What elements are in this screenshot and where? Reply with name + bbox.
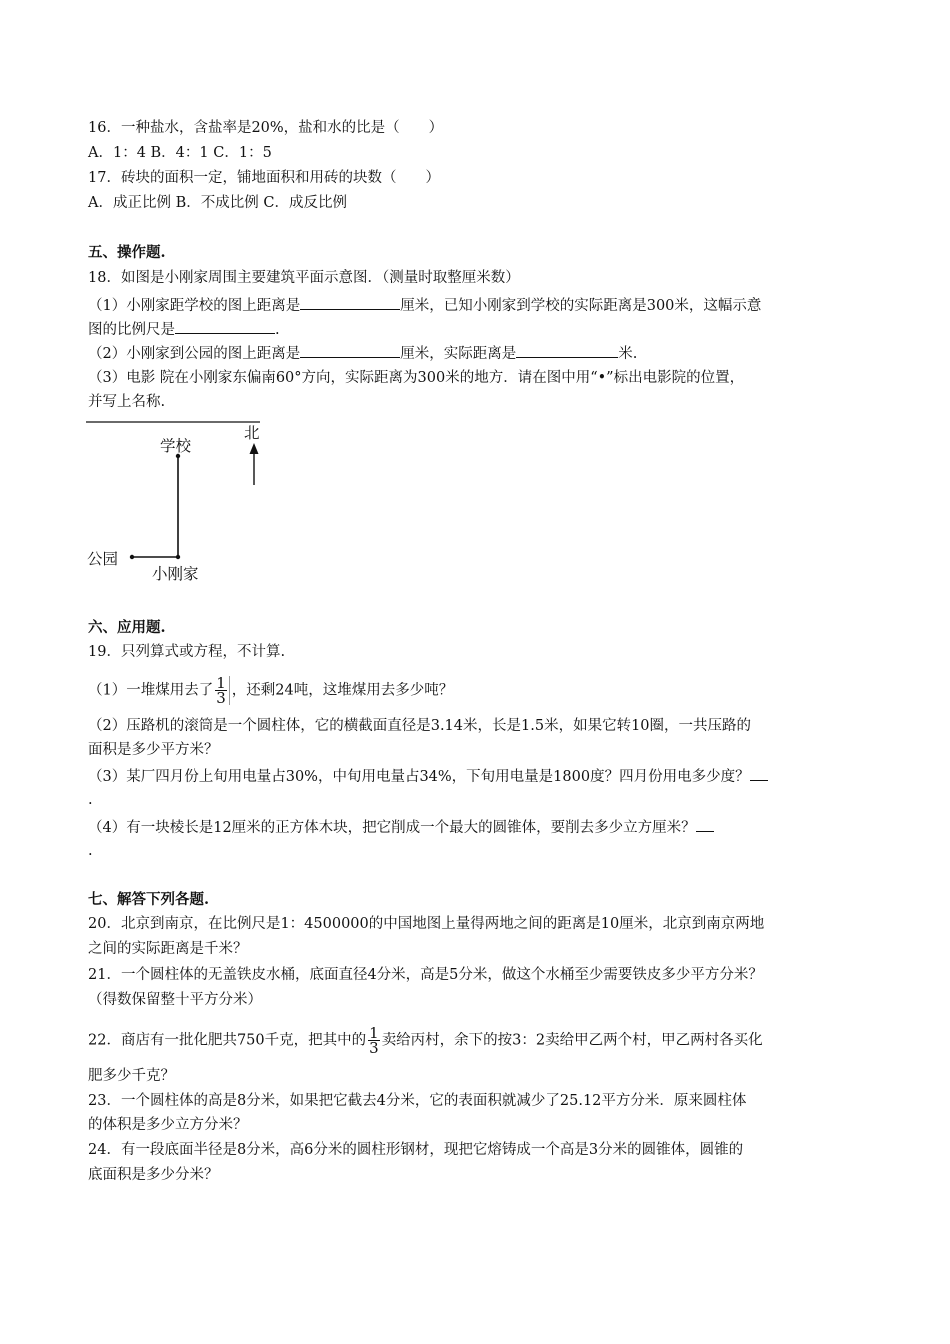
fraction-denominator: 3 [216,689,226,707]
q19-part2-line1: （2）压路机的滚筒是一个圆柱体，它的横截面直径是3.14米，长是1.5米，如果它转10圈，一共压路的 [88,718,752,734]
q18-stem: 18．如图是小刚家周围主要建筑平面示意图．（测量时取整厘米数） [88,270,520,286]
answer-blank[interactable] [750,766,768,781]
q18-p2-text-c: 米. [618,346,638,362]
q18-p2-text-a: （2）小刚家到公园的图上距离是 [88,346,301,362]
q19-p1-text-a: （1）一堆煤用去了 [88,682,214,699]
q19-part1 [88,676,453,705]
q22-line2: 肥多少千克？ [88,1068,175,1084]
q22-text-b: 卖给丙村，余下的按3：2卖给甲乙两个村，甲乙两村各买化 [381,1032,763,1049]
q20-line2: 之间的实际距离是千米？ [88,941,248,957]
q19-p4-text: （4）有一块棱长是12厘米的正方体木块，把它削成一个最大的圆锥体，要削去多少立方厘米？ [88,820,696,836]
q18-part1-line2 [88,319,280,340]
q19-part3-line2: . [88,792,93,808]
answer-blank[interactable] [696,817,714,832]
q17-options: A．成正比例 B．不成比例 C．成反比例 [88,195,347,211]
fraction-one-third [368,1026,380,1055]
section-6-title: 六、应用题. [88,619,166,636]
q23-line2: 的体积是多少立方分米？ [88,1117,248,1133]
q16-stem: 16．一种盐水，含盐率是20%，盐和水的比是（ ） [88,120,444,136]
q18-p1-text-a: （1）小刚家距学校的图上距离是 [88,298,301,314]
fraction-denominator: 3 [369,1039,379,1057]
answer-blank[interactable] [300,343,400,358]
q17-stem: 17．砖块的面积一定，铺地面积和用砖的块数（ ） [88,170,440,186]
fraction-numerator: 1 [216,674,226,692]
q19-p1-text-b: ，还剩24吨，这堆煤用去多少吨？ [231,682,454,699]
home-label: 小刚家 [152,565,199,583]
q16-options: A．1：4 B．4：1 C．1：5 [88,145,272,161]
answer-blank[interactable] [516,343,618,358]
q21-line1: 21．一个圆柱体的无盖铁皮水桶，底面直径4分米，高是5分米，做这个水桶至少需要铁皮多少平方分米？ [88,967,763,983]
q20-line1: 20．北京到南京，在比例尺是1：4500000的中国地图上量得两地之间的距离是10厘米，北京到南京两地 [88,916,765,932]
answer-blank[interactable] [300,295,400,310]
fraction-one-third [215,676,230,705]
q21-line2: （得数保留整十平方分米） [88,992,262,1008]
park-label: 公园 [87,550,119,568]
fraction-numerator: 1 [369,1024,379,1042]
q24-line2: 底面积是多少分米？ [88,1167,219,1183]
q18-p1-text-d: . [275,322,280,338]
q19-part4-line1 [88,817,714,838]
north-arrow-icon [250,443,259,454]
q23-line1: 23．一个圆柱体的高是8分米，如果把它截去4分米，它的表面积就减少了25.12平方分米．原来圆柱体 [88,1093,747,1109]
q18-part2 [88,343,637,364]
q22-line1 [88,1026,763,1055]
q19-part4-line2: . [88,843,93,859]
section-7-title: 七、解答下列各题. [88,891,210,908]
q22-text-a: 22．商店有一批化肥共750千克，把其中的 [88,1032,367,1049]
north-label: 北 [244,424,260,442]
q19-stem: 19．只列算式或方程，不计算. [88,644,286,660]
q19-part3-line1 [88,766,768,787]
q24-line1: 24．有一段底面半径是8分米，高6分米的圆柱形钢材，现把它熔铸成一个高是3分米的圆锥体，圆锥的 [88,1142,744,1158]
answer-blank[interactable] [175,319,275,334]
q19-part2-line2: 面积是多少平方米？ [88,742,219,758]
park-point [130,555,134,559]
q19-p3-text: （3）某厂四月份上旬用电量占30%，中旬用电量占34%，下旬用电量是1800度？四月份用电多少度？ [88,769,750,785]
q18-part3-line2: 并写上名称. [88,394,166,410]
q18-p1-text-c: 图的比例尺是 [88,322,175,338]
q18-p2-text-b: 厘米，实际距离是 [400,346,517,362]
q18-part1-line1 [88,295,761,316]
home-point [176,555,180,559]
school-label: 学校 [160,437,192,455]
map-diagram [86,418,276,588]
q18-p1-text-b: 厘米，已知小刚家到学校的实际距离是300米，这幅示意 [400,298,762,314]
section-5-title: 五、操作题. [88,244,166,261]
q18-part3-line1: （3）电影 院在小刚家东偏南60°方向，实际距离为300米的地方．请在图中用“•”标出电影院的位置， [88,370,745,386]
